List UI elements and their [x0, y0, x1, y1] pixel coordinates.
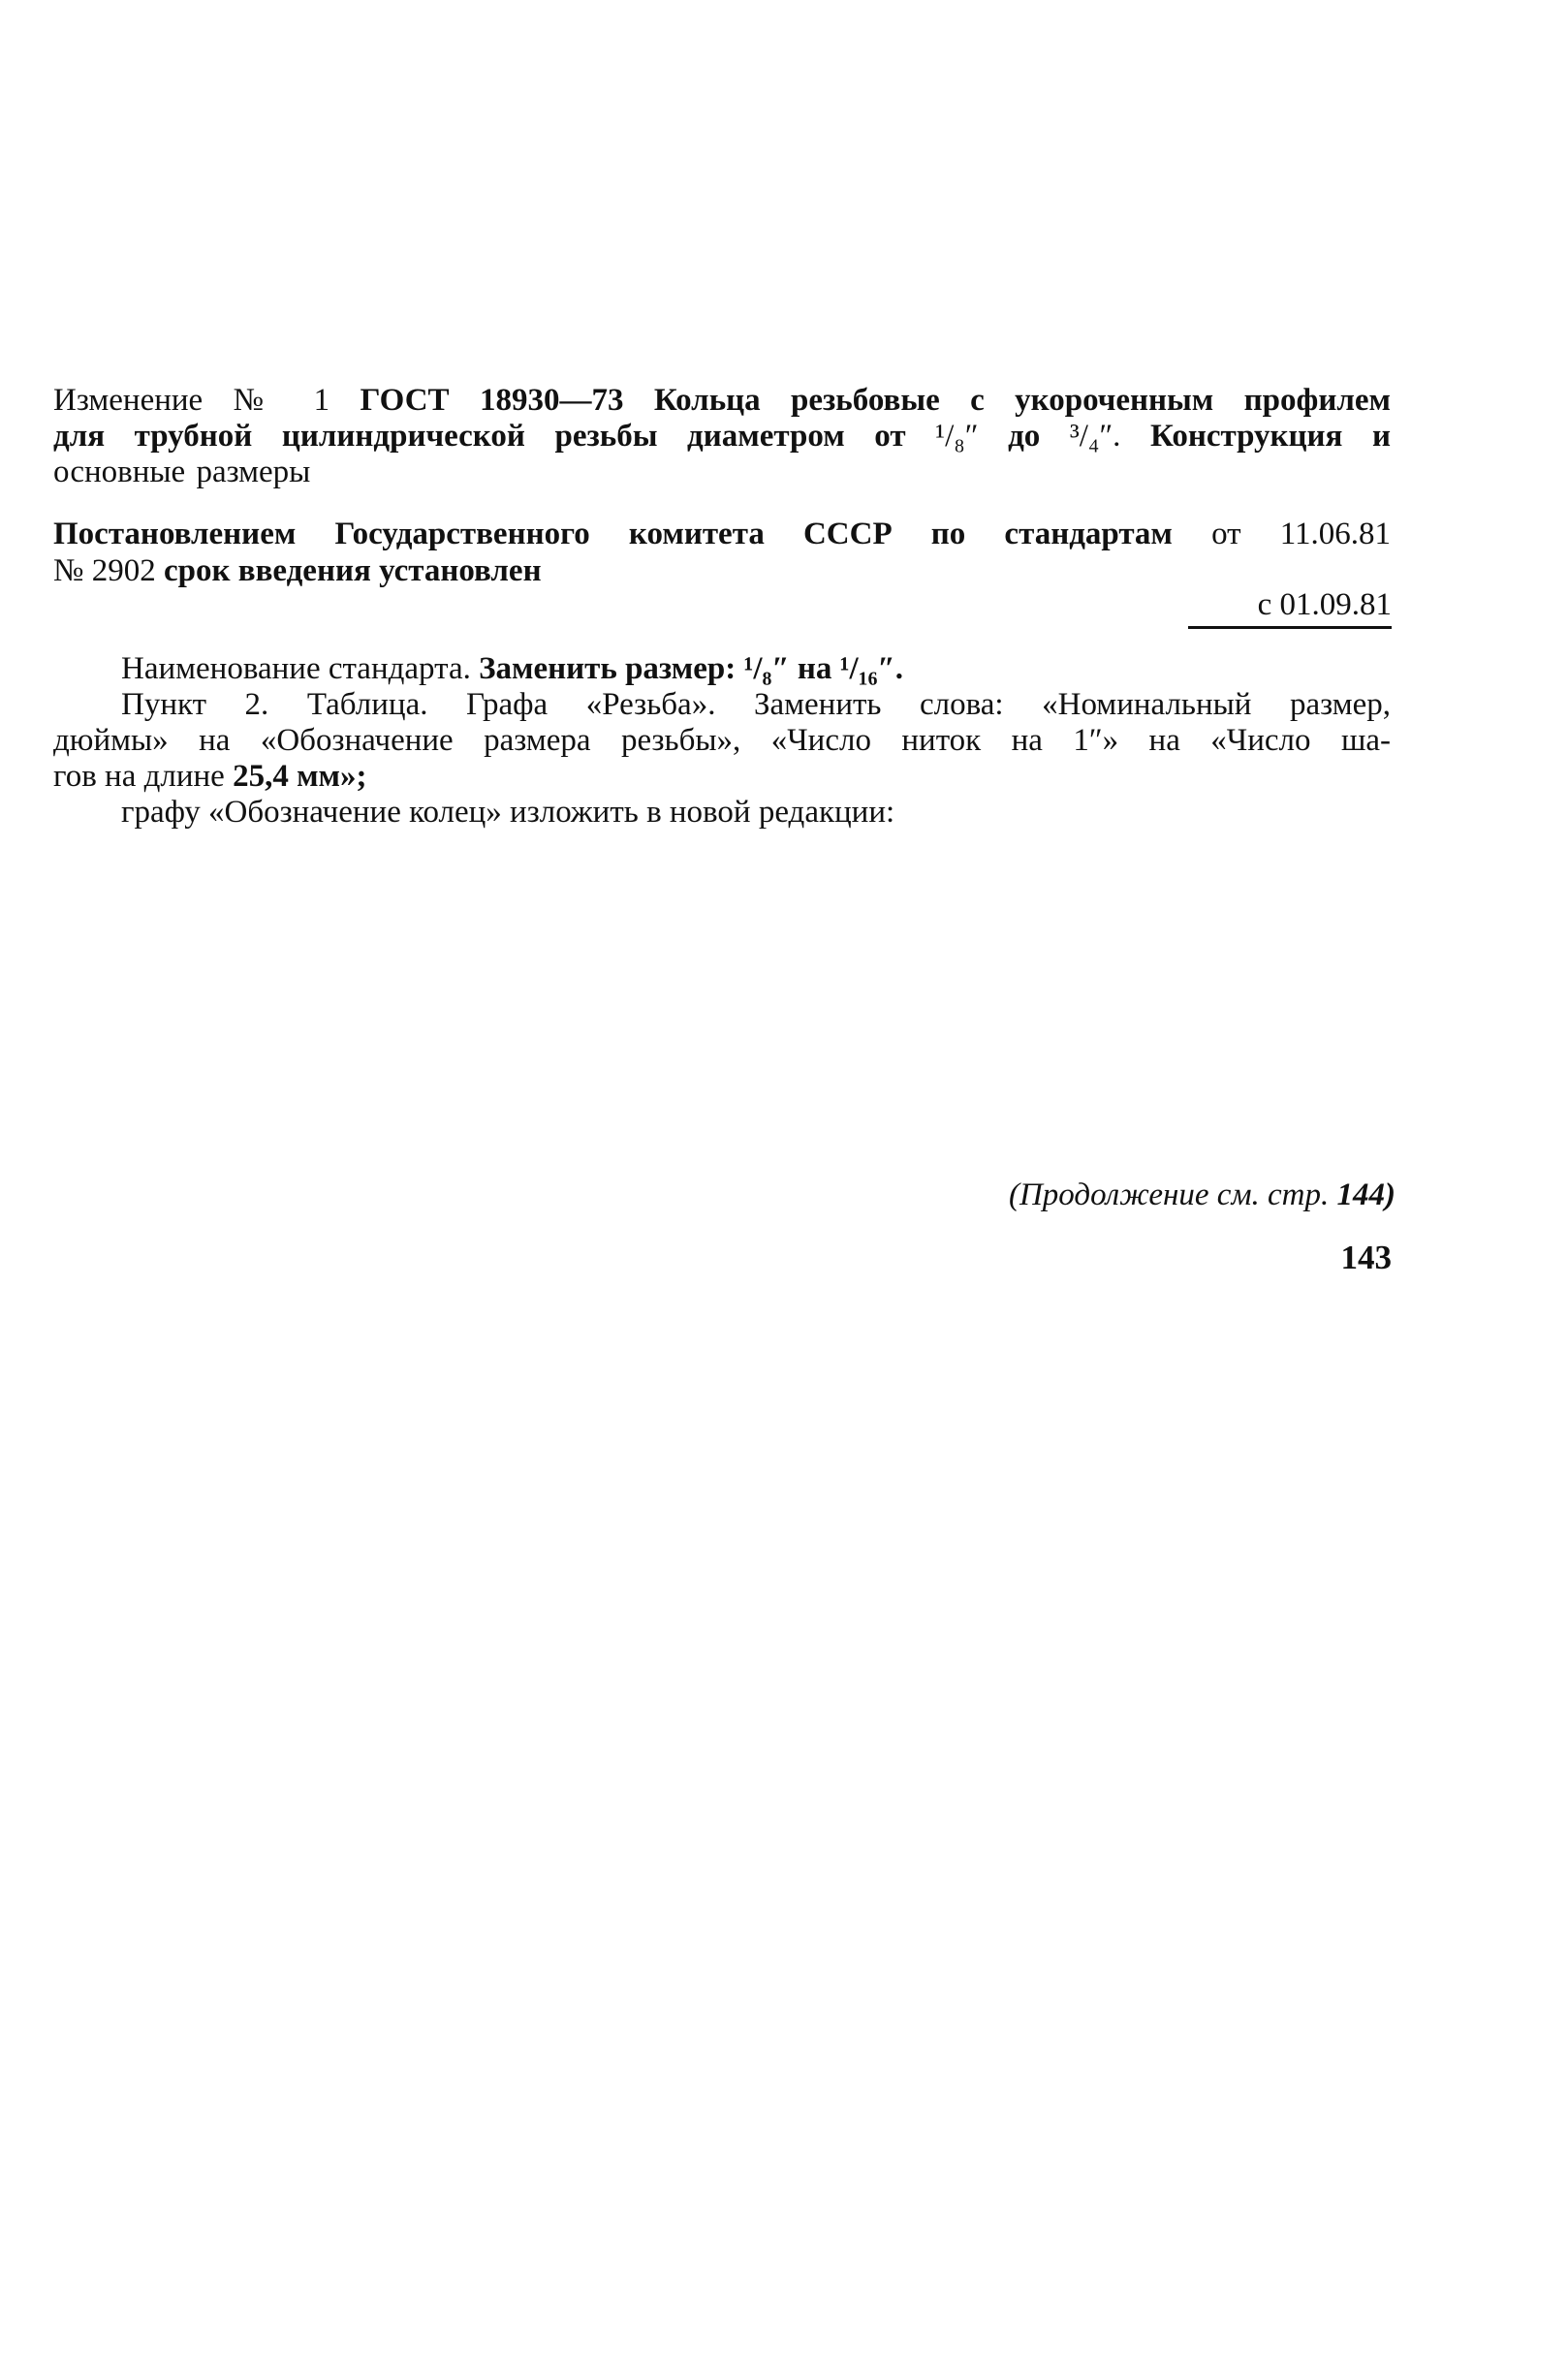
continuation-note: [1009, 1177, 1396, 1213]
paragraph-ring-designation: графу «Обозначение колец» изложить в новой редакции:: [121, 795, 895, 830]
paragraph-item-2-line-1: Пункт 2. Таблица. Графа «Резьба». Заменить слова: «Номинальный размер,: [121, 687, 1391, 722]
length-text: гов на длине: [53, 759, 225, 794]
amendment-number: Изменение № 1: [53, 383, 330, 418]
standard-name-label: Наименование стандарта.: [121, 651, 471, 686]
length-value: 25,4 мм»;: [233, 759, 367, 794]
decree-line-1: [53, 516, 1391, 552]
continuation-page: 144): [1336, 1177, 1396, 1212]
effective-date: с 01.09.81: [1257, 587, 1392, 622]
decree-block: [53, 516, 1391, 589]
amendment-body: [53, 651, 1391, 831]
amendment-header: [53, 383, 1391, 490]
page-number: 143: [1340, 1239, 1392, 1276]
decree-authority: Постановлением Государственного комитета СССР по стандартам: [53, 517, 1173, 551]
date-underline: [1188, 626, 1392, 629]
header-line-2: [53, 419, 1391, 455]
decree-number: № 2902: [53, 553, 156, 588]
continuation-text: (Продолжение см. стр.: [1008, 1177, 1330, 1212]
size-replacement: ¹/₈″ на ¹/₁₆″.: [743, 651, 903, 686]
header-line-1: [53, 383, 1391, 419]
thread-size-to: ³/₄″.: [1069, 419, 1121, 454]
title-to-word: до: [1008, 419, 1041, 454]
title-continuation: для трубной цилиндрической резьбы диаметром от: [53, 419, 906, 454]
paragraph-standard-name: [53, 651, 1391, 687]
paragraph-item-2-line-2: дюймы» на «Обозначение размера резьбы», «Число ниток на 1″» на «Число ша-: [53, 723, 1391, 758]
decree-line-2: [53, 552, 1391, 589]
title-construction: Конструкция и: [1150, 419, 1392, 454]
standard-title: ГОСТ 18930—73 Кольца резьбовые с укороченным профилем: [360, 383, 1391, 418]
header-line-3: основные размеры: [53, 455, 311, 489]
thread-size-from: ¹/₈″: [935, 419, 979, 454]
decree-term-text: срок введения установлен: [164, 553, 542, 588]
paragraph-item-2-line-3: [53, 759, 1391, 795]
replace-size-instruction: Заменить размер:: [479, 651, 737, 686]
decree-from-word: от: [1211, 517, 1241, 551]
decree-date: 11.06.81: [1279, 517, 1392, 551]
